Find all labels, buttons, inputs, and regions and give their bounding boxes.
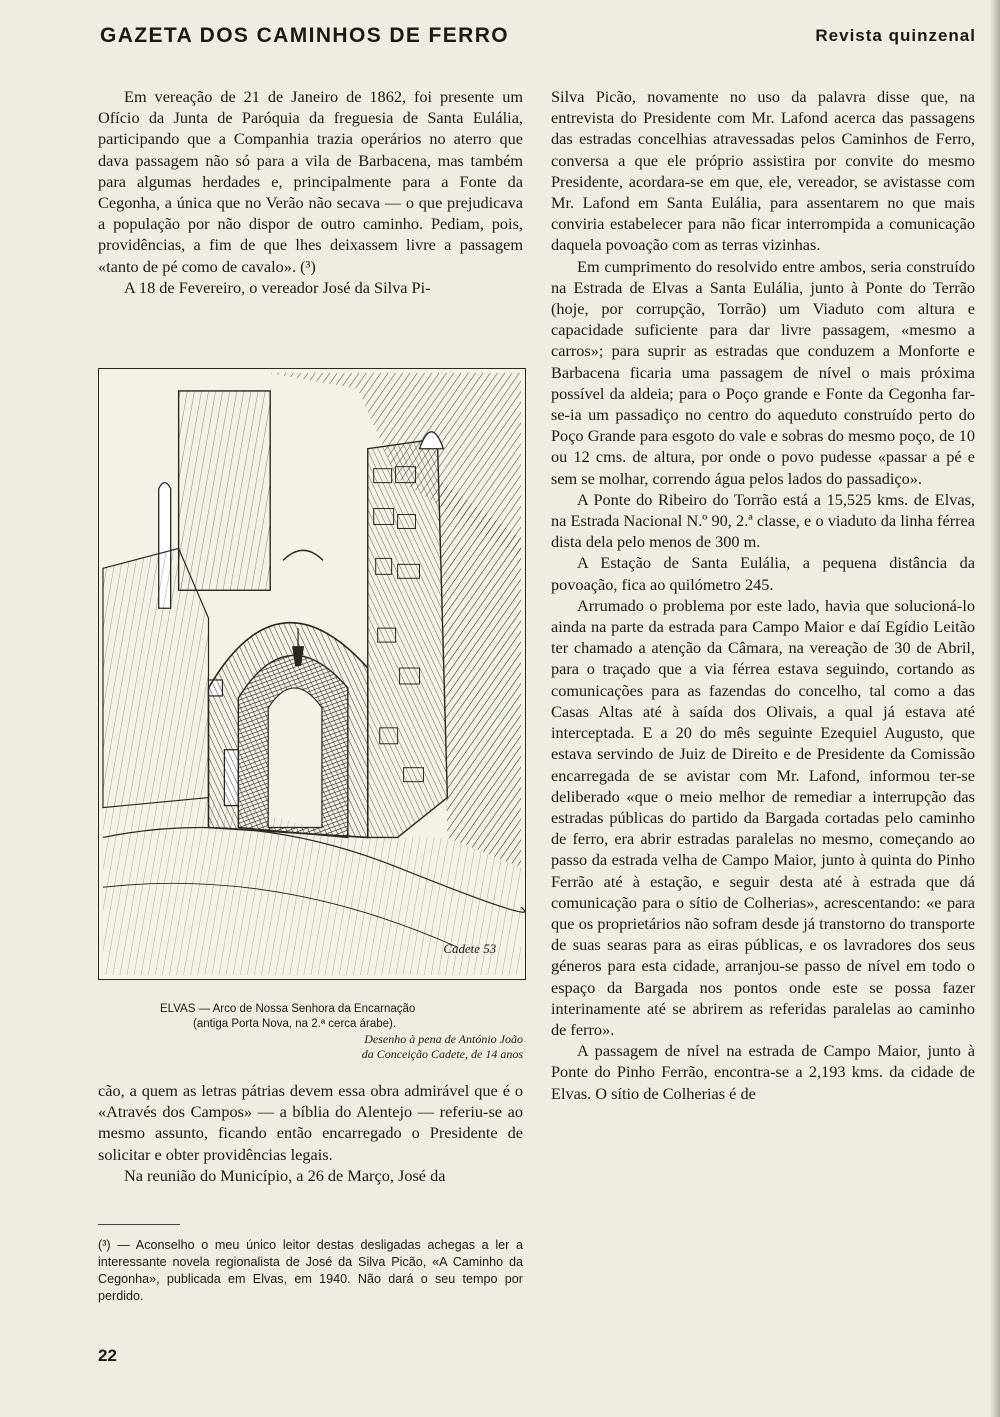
caption-credit: Desenho à pena de António João	[364, 1032, 523, 1046]
paragraph: Em cumprimento do resolvido entre ambos, seria construído na Estrada de Elvas a Santa Eulália, junto à Ponte do Terrão (hoje, por corrupção, Torrão) um Viaduto com altura e capacidade suficiente para dar livre passagem, «mesmo a carros»; para suprir as estradas que conduzem a Monforte e Barbacena ficaria uma passagem de nível o mais próxima possível da aldeia; para o Poço grande e Fonte da Cegonha far-se-ia um passadiço no centro do aqueduto construído perto do Poço Grande para esgoto do vale e sobras do mesmo poço, de 10 ou 12 cms. de altura, por onde o povo pudesse «passar a pé e sem se molhar, correndo água pelos lados do passadiço».	[551, 256, 975, 488]
figure-caption	[98, 1002, 523, 1062]
caption-line: ELVAS — Arco de Nossa Senhora da Encarnação	[160, 1003, 416, 1015]
journal-subtitle: Revista quinzenal	[815, 26, 976, 45]
paragraph: Na reunião do Município, a 26 de Março, José da	[124, 1165, 446, 1185]
paragraph: A 18 de Fevereiro, o vereador José da Silva Pi-	[124, 277, 431, 297]
paragraph: A passagem de nível na estrada de Campo Maior, junto à Ponte do Pinho Ferrão, encontra-se a 2,193 kms. da cidade de Elvas. O sítio de Colherias é de	[551, 1041, 975, 1103]
artist-signature: Cadete 53	[443, 941, 497, 957]
page-number: 22	[98, 1346, 117, 1365]
illustration-arch-drawing	[98, 368, 526, 980]
footnote-rule	[98, 1224, 180, 1225]
paragraph: Arrumado o problema por este lado, havia que solucioná-lo ainda na parte da estrada para Campo Maior e daí Egídio Leitão ter chamado a atenção da Câmara, na vereação de 30 de Abril, para o traçado que a via férrea estava seguindo, cortando as comunicações para as fazendas do concelho, tal como a das Casas Altas até à saída dos Olivais, a qual já estava até interceptada. E a 20 do mês seguinte Ezequiel Augusto, que estava servindo de Juiz de Direito e de Presidente da Comissão encarregada de se avistar com Mr. Lafond, informou ter-se deliberado «que o meio melhor de remediar a interrupção das estradas públicas do partido da Bargada cortadas pelo caminho de ferro, era abrir estradas paralelas no mesmo, começando ao passo da estrada velha de Campo Maior, junto à quinta do Pinho Ferrão até à estação, e seguir desta até à estrada que dá comunicação para o sítio de Colherias», acrescentando: «e para que os proprietários não sofram desde já transtorno do transporte de suas searas para as eiras públicas, e os lavradores dos seus géneros para esta cidade, arranjou-se passo de nível em todo o espaço da Bargada nos pontos onde este se possa fazer interinamente até se abrirem as referidas paralelas ao caminho de ferro».	[551, 595, 975, 1039]
paragraph: Silva Picão, novamente no uso da palavra disse que, na entrevista do Presidente com Mr. Lafond acerca das passagens das estradas concelhias atravessadas pelos Caminhos de Ferro, conversa a que ele próprio assistira por convite do mesmo Presidente, acordara-se em que, ele, vereador, se avistasse com Mr. Lafond em Santa Eulália, para assentarem no que mais conviria estabelecer para não ficar interrompida a comunicação daquela povoação com as terras vizinhas.	[551, 87, 975, 255]
footnote: (³) — Aconselho o meu único leitor destas desligadas achegas a ler a interessante novela regionalista de José da Silva Picão, «A Caminho da Cegonha», publicada em Elvas, em 1940. Não dará o seu tempo por perdido.	[98, 1238, 523, 1303]
journal-title: GAZETA DOS CAMINHOS DE FERRO	[100, 24, 510, 47]
left-column-top	[98, 86, 523, 298]
page-edge-shadow	[990, 0, 1000, 1417]
paragraph: A Ponte do Ribeiro do Torrão está a 15,525 kms. de Elvas, na Estrada Nacional N.º 90, 2.ª classe, e o viaduto da linha férrea dista dela pelo menos de 300 m.	[551, 489, 975, 552]
running-header	[100, 22, 976, 52]
right-column	[551, 86, 975, 1104]
paragraph: A Estação de Santa Eulália, a pequena distância da povoação, fica ao quilómetro 245.	[551, 553, 975, 594]
caption-credit: da Conceição Cadete, de 14 anos	[361, 1047, 523, 1061]
pen-drawing	[99, 369, 525, 979]
paragraph: cão, a quem as letras pátrias devem essa obra admirável que é o «Através dos Campos» — a bíblia do Alentejo — referiu-se ao mesmo assunto, ficando então encarregado o Presidente de solicitar e obter providências legais.	[98, 1081, 523, 1164]
caption-line: (antiga Porta Nova, na 2.ª cerca árabe).	[193, 1018, 397, 1030]
left-column-bottom	[98, 1080, 523, 1186]
paragraph: Em vereação de 21 de Janeiro de 1862, foi presente um Ofício da Junta de Paróquia da freguesia de Santa Eulália, participando que a Companhia trazia operários no aterro que dava passagem não só para a vila de Barbacena, mas também para algumas herdades e, principalmente para a Fonte da Cegonha, a única que no Verão não secava — o que prejudicava a população por não dispor de outro caminho. Pediam, pois, providências, a fim de que lhes deixassem livre a passagem «tanto de pé como de cavalo». (³)	[98, 87, 523, 276]
